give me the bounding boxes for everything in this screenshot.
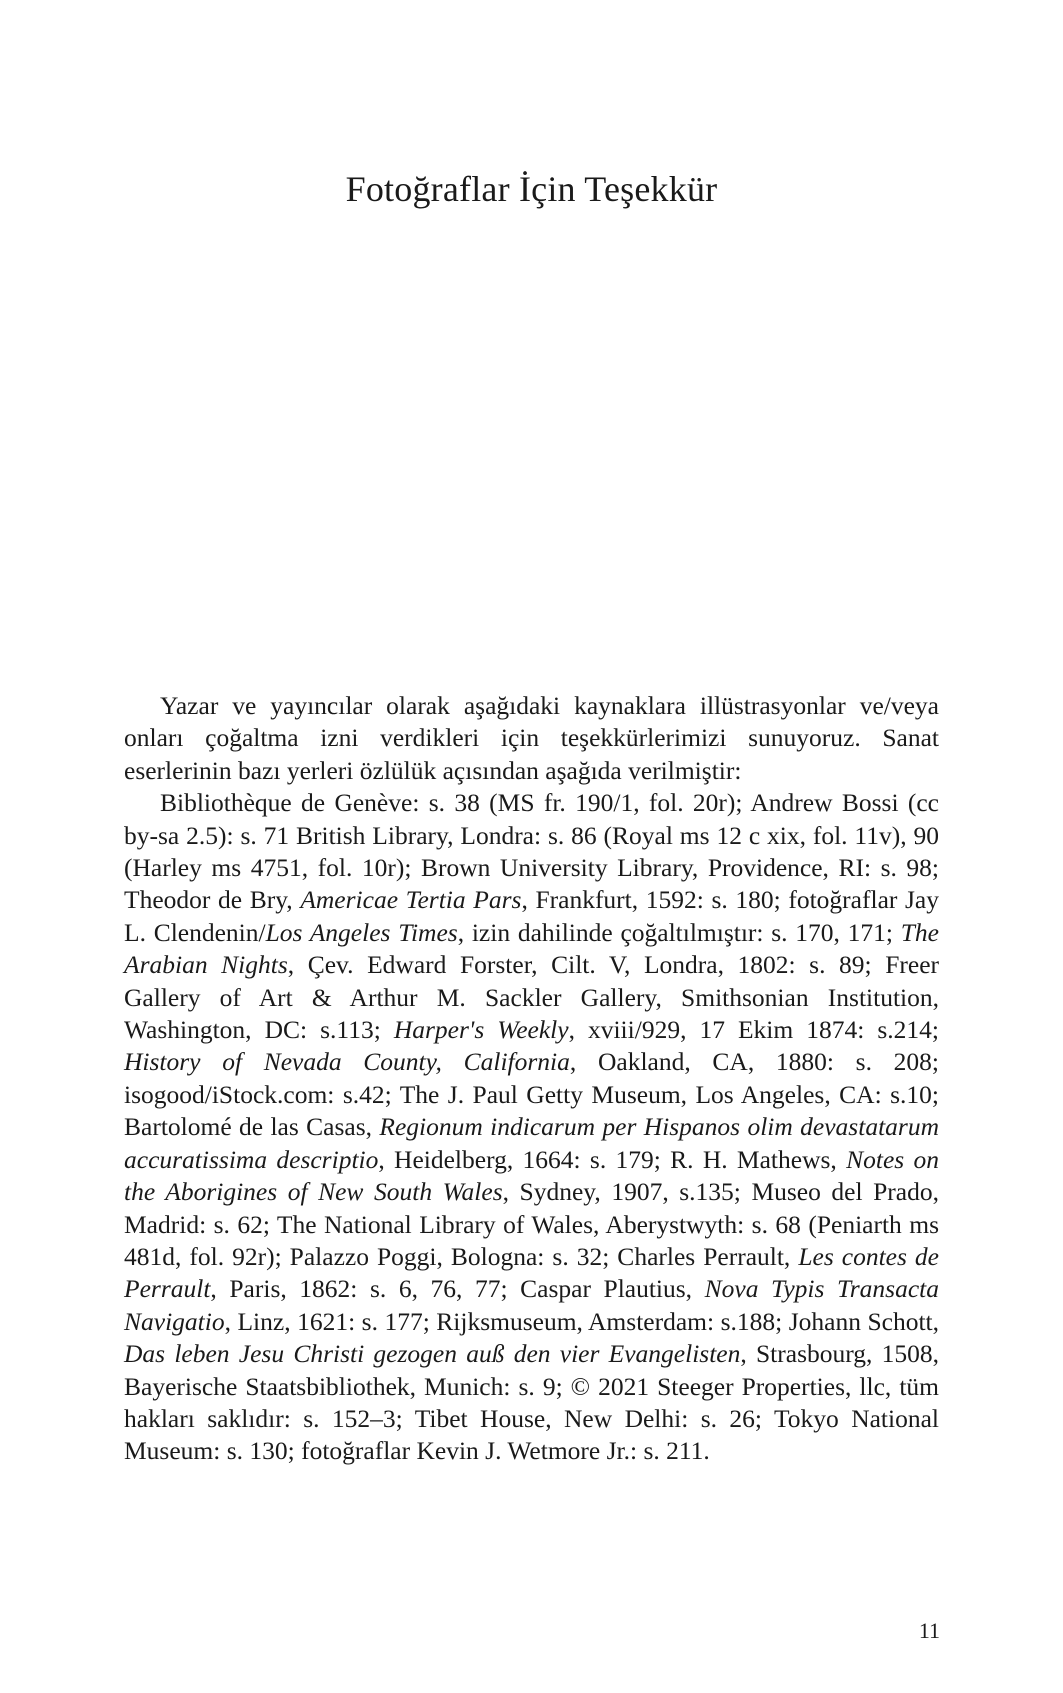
work-title: History of Nevada County, California (124, 1047, 570, 1077)
work-title: Notes on the Aborigines of New South Wales (124, 1144, 939, 1207)
credit-text: , Paris, 1862: s. 6, 76, 77; Caspar Plautius, (210, 1274, 705, 1304)
credit-text: , Sydney, 1907, s.135; Museo del Prado, Madrid: s. 62; The National Library of Wales, Aberystwyth: s. 68 (Peniarth ms 481d, fol. 92r); Palazzo Poggi, Bologna: s. 32; Charles Perrault, (124, 1177, 939, 1271)
credit-text: , Heidelberg, 1664: s. 179; R. H. Mathews, (378, 1144, 847, 1174)
credit-text: , Strasbourg, 1508, Bayerische Staatsbibliothek, Munich: s. 9; © 2021 Steeger Properties, llc, tüm hakları saklıdır: s. 152–3; Tibet House, New Delhi: s. 26; Tokyo National Museum: s. 130; fotoğraflar Kevin J. Wetmore Jr.: s. 211. (124, 1339, 940, 1466)
credit-text: , Oakland, CA, 1880: s. 208; isogood/iStock.com: s.42; The J. Paul Getty Museum, Los Angeles, CA: s.10; Bartolomé de las Casas, (124, 1047, 939, 1142)
credit-text: , Frankfurt, 1592: s. 180; fotoğraflar Jay L. Clendenin/ (124, 885, 939, 947)
work-title: Los Angeles Times (265, 917, 458, 947)
credits-paragraph (124, 787, 939, 1468)
page-title: Fotoğraflar İçin Teşekkür (345, 169, 718, 209)
work-title: Harper's Weekly (393, 1015, 569, 1045)
page-number: 11 (918, 1618, 940, 1643)
work-title: Das leben Jesu Christi gezogen auß den vier Evangelisten (124, 1339, 741, 1369)
acknowledgements-body (124, 690, 939, 1468)
work-title: Americae Tertia Pars (300, 885, 522, 915)
credit-text: , Çev. Edward Forster, Cilt. V, Londra, 1802: s. 89; Freer Gallery of Art & Arthur M. Sackler Gallery, Smithsonian Institution, Washington, DC: s.113; (124, 950, 940, 1045)
credit-text: Bibliothèque de Genève: s. 38 (MS fr. 190/1, fol. 20r); Andrew Bossi (cc by-sa 2.5): s. 71 British Library, Londra: s. 86 (Royal ms 12 c xix, fol. 11v), 90 (Harley ms 4751, fol. 10r); Brown University Library, Providence, RI: s. 98; Theodor de Bry, (124, 788, 939, 915)
credit-text: , izin dahilinde çoğaltılmıştır: s. 170, 171; (457, 917, 901, 947)
intro-paragraph: Yazar ve yayıncılar olarak aşağıdaki kaynaklara illüstrasyonlar ve/veya onları çoğaltma izni verdikleri için teşekkürlerimizi sunuyoruz. Sanat eserlerinin bazı yerleri özlülük açısından aşağıda verilmiştir: (124, 691, 939, 785)
credit-text: , xviii/929, 17 Ekim 1874: s.214; (568, 1015, 939, 1045)
work-title: Nova Typis Transacta Navigatio (124, 1274, 939, 1336)
credit-text: , Linz, 1621: s. 177; Rijksmuseum, Amsterdam: s.188; Johann Schott, (224, 1306, 939, 1336)
work-title: The Arabian Nights (124, 917, 939, 980)
work-title: Regionum indicarum per Hispanos olim devastatarum accuratissima descriptio (124, 1112, 939, 1174)
work-title: Les contes de Perrault (124, 1241, 939, 1304)
